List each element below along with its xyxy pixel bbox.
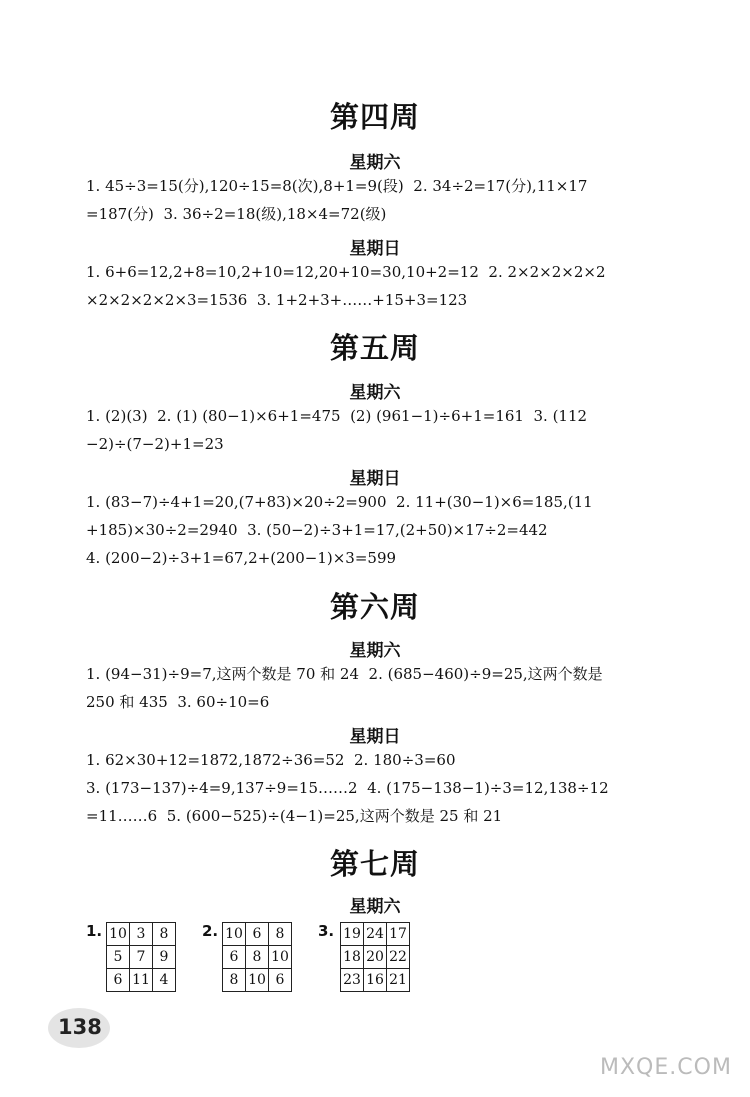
grid-cell: 21: [387, 969, 410, 992]
week-title: 第七周: [329, 847, 420, 881]
grid-cell: 6: [107, 969, 130, 992]
day-title: 星期日: [349, 727, 401, 747]
grid-cell: 24: [364, 923, 387, 946]
grid-cell: 4: [153, 969, 176, 992]
grid-cell: 8: [223, 969, 246, 992]
grid-label: 3.: [318, 922, 335, 940]
grid-cell: 10: [269, 946, 292, 969]
answer-line: 1. 6+6=12,2+8=10,2+10=12,20+10=30,10+2=12 2. 2×2×2×2×2: [86, 263, 606, 281]
grid-cell: 23: [341, 969, 364, 992]
grid-cell: 8: [269, 923, 292, 946]
day-title: 星期六: [349, 153, 401, 173]
week-title: 第五周: [329, 331, 420, 365]
answer-line: 1. (94−31)÷9=7,这两个数是 70 和 24 2. (685−460)÷9=25,这两个数是: [86, 665, 603, 683]
grid-cell: 6: [246, 923, 269, 946]
grid-cell: 18: [341, 946, 364, 969]
grid-cell: 10: [107, 923, 130, 946]
number-grid: [106, 922, 176, 992]
grid-cell: 7: [130, 946, 153, 969]
answer-line: +185)×30÷2=2940 3. (50−2)÷3+1=17,(2+50)×17÷2=442: [86, 521, 548, 539]
answer-line: =11……6 5. (600−525)÷(4−1)=25,这两个数是 25 和 21: [86, 807, 503, 825]
grid-cell: 16: [364, 969, 387, 992]
day-title: 星期六: [349, 897, 401, 917]
grid-cell: 22: [387, 946, 410, 969]
grid-cell: 3: [130, 923, 153, 946]
answer-line: −2)÷(7−2)+1=23: [86, 435, 224, 453]
answer-line: 4. (200−2)÷3+1=67,2+(200−1)×3=599: [86, 549, 397, 567]
day-title: 星期日: [349, 239, 401, 259]
day-title: 星期六: [349, 383, 401, 403]
week-title: 第四周: [329, 100, 420, 134]
grid-cell: 10: [223, 923, 246, 946]
number-grid: [340, 922, 410, 992]
grid-cell: 11: [130, 969, 153, 992]
grid-cell: 8: [153, 923, 176, 946]
page-number: 138: [58, 1015, 102, 1039]
answer-line: 1. 62×30+12=1872,1872÷36=52 2. 180÷3=60: [86, 751, 456, 769]
answer-line: 1. (83−7)÷4+1=20,(7+83)×20÷2=900 2. 11+(30−1)×6=185,(11: [86, 493, 593, 511]
grid-cell: 17: [387, 923, 410, 946]
answer-line: ×2×2×2×2×3=1536 3. 1+2+3+……+15+3=123: [86, 291, 468, 309]
grid-label: 1.: [86, 922, 103, 940]
grid-cell: 9: [153, 946, 176, 969]
answer-line: =187(分) 3. 36÷2=18(级),18×4=72(级): [86, 205, 387, 223]
answer-line: 250 和 435 3. 60÷10=6: [86, 693, 270, 711]
answer-line: 1. 45÷3=15(分),120÷15=8(次),8+1=9(段) 2. 34÷2=17(分),11×17: [86, 177, 588, 195]
grid-label: 2.: [202, 922, 219, 940]
grid-cell: 6: [269, 969, 292, 992]
day-title: 星期六: [349, 641, 401, 661]
grid-cell: 19: [341, 923, 364, 946]
number-grid: [222, 922, 292, 992]
grid-cell: 5: [107, 946, 130, 969]
answer-line: 1. (2)(3) 2. (1) (80−1)×6+1=475 (2) (961−1)÷6+1=161 3. (112: [86, 407, 588, 425]
answer-line: 3. (173−137)÷4=9,137÷9=15……2 4. (175−138−1)÷3=12,138÷12: [86, 779, 609, 797]
week-title: 第六周: [329, 590, 420, 624]
grid-cell: 10: [246, 969, 269, 992]
day-title: 星期日: [349, 469, 401, 489]
grid-cell: 8: [246, 946, 269, 969]
grid-cell: 20: [364, 946, 387, 969]
grid-cell: 6: [223, 946, 246, 969]
watermark: MXQE.COM: [600, 1055, 732, 1080]
